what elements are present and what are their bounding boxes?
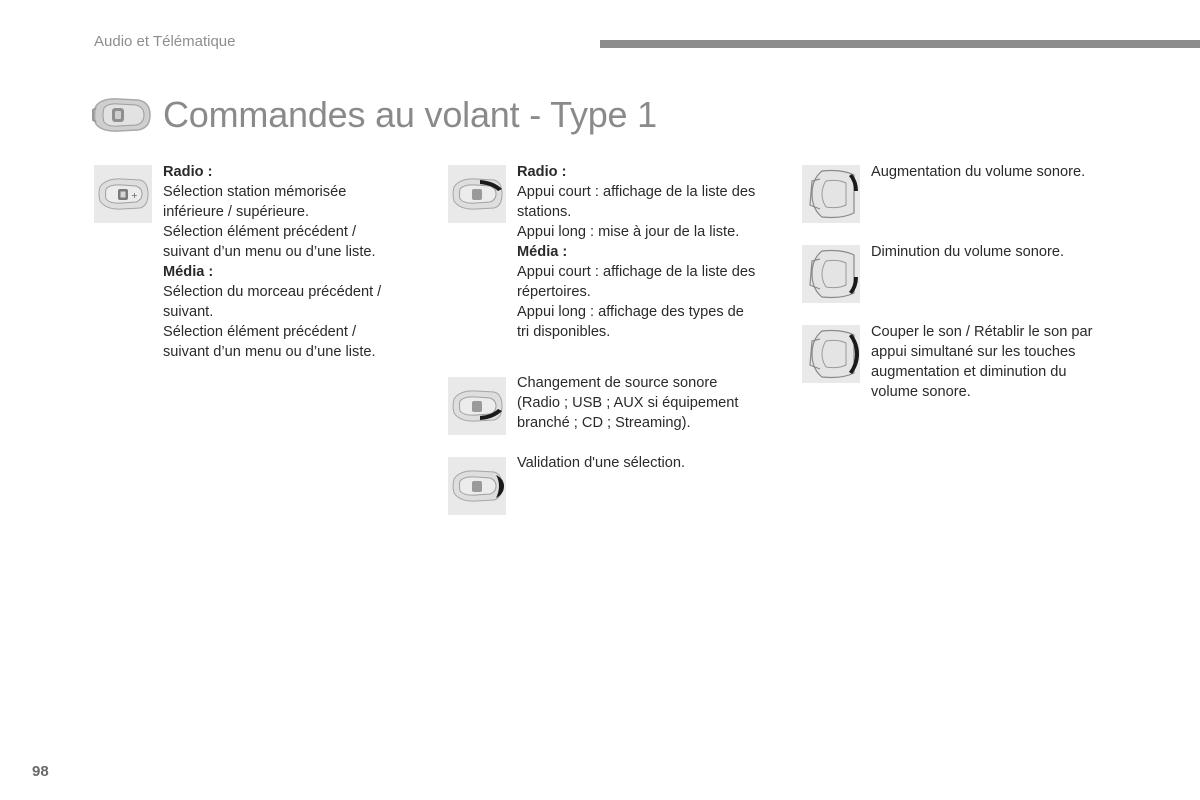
right-item-1-description bbox=[871, 162, 1131, 182]
text-line: tri disponibles. bbox=[517, 324, 611, 340]
text-line: Sélection station mémorisée bbox=[163, 184, 347, 200]
middle-item-3-description bbox=[517, 453, 787, 473]
stalk-bottom-button-icon bbox=[448, 377, 506, 435]
media-heading: Média : bbox=[163, 264, 214, 280]
text-line: Appui court : affichage de la liste des bbox=[517, 184, 756, 200]
text-line: suivant d’un menu ou d’une liste. bbox=[163, 344, 376, 360]
header-rule bbox=[600, 40, 1200, 48]
text-line: Appui long : affichage des types de bbox=[517, 304, 744, 320]
text-line: Appui long : mise à jour de la liste. bbox=[517, 224, 740, 240]
steering-control-stalk-icon bbox=[92, 96, 152, 134]
page-number: 98 bbox=[32, 763, 49, 780]
middle-item-2-description bbox=[517, 373, 787, 433]
text-line: appui simultané sur les touches bbox=[871, 344, 1076, 360]
text-line: inférieure / supérieure. bbox=[163, 204, 310, 220]
text-line: Changement de source sonore bbox=[517, 375, 718, 391]
text-line: Diminution du volume sonore. bbox=[871, 244, 1065, 260]
text-line: Appui court : affichage de la liste des bbox=[517, 264, 756, 280]
text-line: stations. bbox=[517, 204, 572, 220]
stalk-end-button-icon bbox=[448, 457, 506, 515]
media-heading: Média : bbox=[517, 244, 568, 260]
radio-heading: Radio : bbox=[517, 164, 567, 180]
text-line: Sélection élément précédent / bbox=[163, 324, 357, 340]
volume-down-paddle-icon bbox=[802, 245, 860, 303]
volume-up-paddle-icon bbox=[802, 165, 860, 223]
radio-heading: Radio : bbox=[163, 164, 213, 180]
text-line: suivant. bbox=[163, 304, 214, 320]
text-line: Validation d'une sélection. bbox=[517, 455, 686, 471]
mute-paddles-icon bbox=[802, 325, 860, 383]
text-line: Sélection du morceau précédent / bbox=[163, 284, 382, 300]
page-title: Commandes au volant - Type 1 bbox=[163, 94, 658, 135]
section-header: Audio et Télématique bbox=[94, 33, 236, 50]
text-line: (Radio ; USB ; AUX si équipement bbox=[517, 395, 739, 411]
text-line: augmentation et diminution du bbox=[871, 364, 1067, 380]
svg-text:+: + bbox=[131, 191, 138, 200]
text-line: répertoires. bbox=[517, 284, 591, 300]
right-item-3-description bbox=[871, 322, 1141, 402]
text-line: suivant d’un menu ou d’une liste. bbox=[163, 244, 376, 260]
stalk-top-button-icon bbox=[448, 165, 506, 223]
text-line: Couper le son / Rétablir le son par bbox=[871, 324, 1093, 340]
stalk-thumbwheel-icon bbox=[94, 165, 152, 223]
left-item-description bbox=[163, 162, 423, 362]
text-line: Augmentation du volume sonore. bbox=[871, 164, 1086, 180]
right-item-2-description bbox=[871, 242, 1131, 262]
text-line: branché ; CD ; Streaming). bbox=[517, 415, 691, 431]
middle-item-1-description bbox=[517, 162, 787, 342]
text-line: Sélection élément précédent / bbox=[163, 224, 357, 240]
text-line: volume sonore. bbox=[871, 384, 971, 400]
